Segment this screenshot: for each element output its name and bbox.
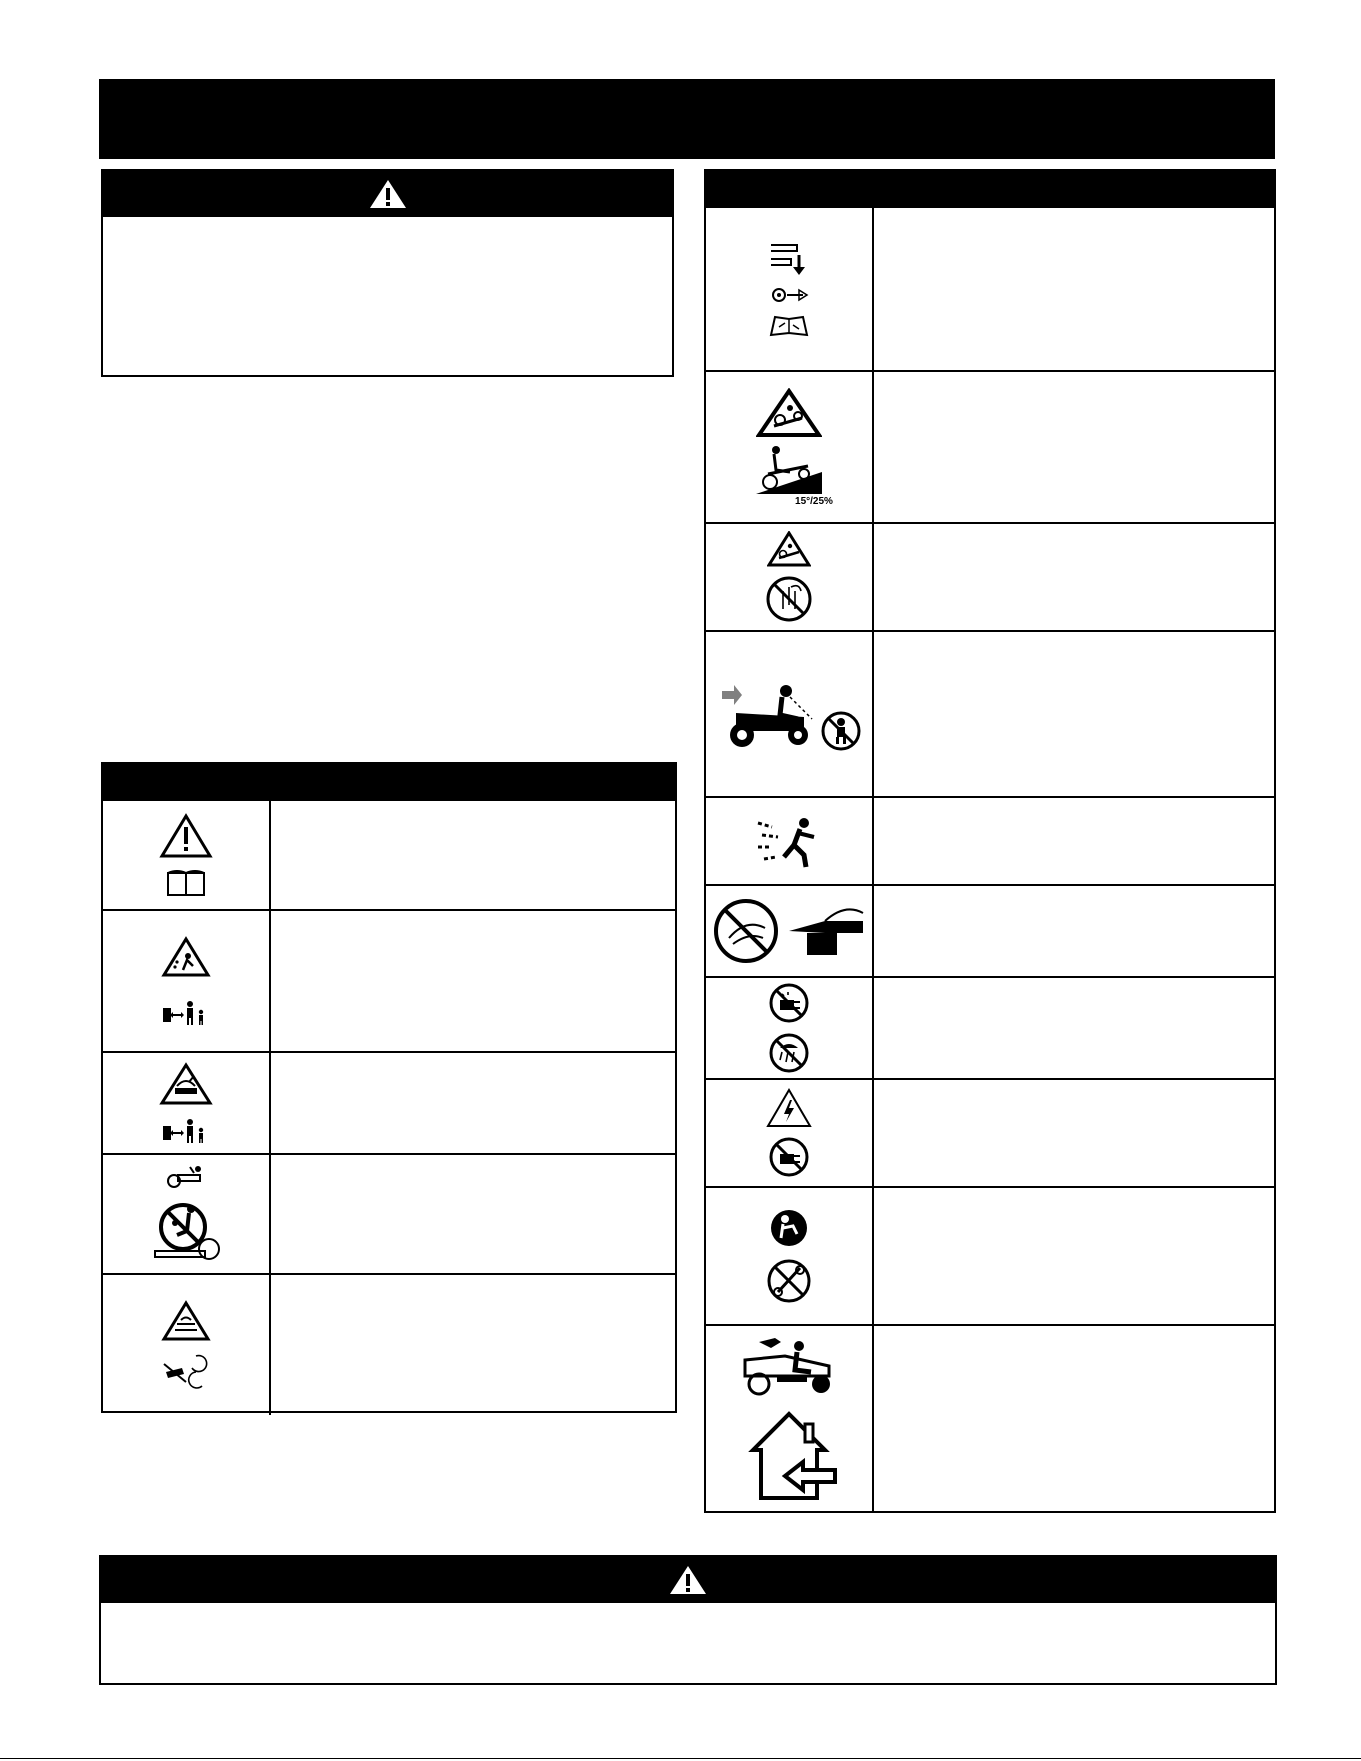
warning-box [101,169,674,377]
no-turning-slope-icon [765,575,813,623]
icon-cell [706,372,874,522]
no-passengers-icon [151,1195,221,1265]
table-row [706,976,1274,1078]
icon-cell [103,1155,271,1273]
icon-cell [103,801,271,909]
slope-tractor-icon [754,444,824,496]
tipping-warning-icon [767,531,811,567]
row-text [874,372,1274,522]
icon-cell [706,1080,874,1186]
no-battery-spark-icon [768,982,810,1024]
table-row [103,909,675,1051]
icon-cell [706,632,874,796]
rotating-parts-icon [162,1352,210,1390]
footer-rule [0,1758,1361,1759]
row-text [271,801,675,909]
icon-cell [103,1275,271,1415]
row-text [271,1155,675,1273]
page-title-banner [99,79,1275,159]
key-remove-icon [769,285,809,305]
right-table-header [704,169,1276,207]
thrown-debris-person-icon [754,813,824,869]
table-row [706,1078,1274,1186]
blade-cut-warning-icon [159,1062,213,1106]
no-battery-spark-icon [768,1136,810,1178]
table-row [103,801,675,909]
table-row [706,1186,1274,1324]
row-text [874,886,1274,976]
row-text [874,798,1274,884]
table-row [103,1273,675,1415]
no-deck-removal-icon [713,898,779,964]
right-symbol-table [704,206,1276,1513]
warning-triangle-icon [159,813,213,859]
rotating-blade-warning-icon [161,1300,211,1342]
table-row [706,1324,1274,1511]
icon-cell [706,886,874,976]
garage-storage-icon [739,1410,839,1502]
warning-triangle-icon [668,1564,708,1596]
icon-cell [706,208,874,370]
icon-cell [706,1326,874,1511]
disengage-icon [769,239,809,277]
rider-tractor-icon [164,1163,208,1189]
row-text [874,1080,1274,1186]
row-text [874,978,1274,1078]
no-tools-icon [766,1258,812,1304]
table-row [706,208,1274,370]
icon-cell [706,1188,874,1324]
tipping-warning-icon [756,388,822,438]
read-manual-icon [767,313,811,339]
no-rain-icon [768,1032,810,1074]
tractor-reverse-look-icon [716,679,816,749]
row-text [874,1188,1274,1324]
row-text [874,524,1274,630]
icon-cell [706,978,874,1078]
icon-cell [103,911,271,1051]
mechanic-service-icon [769,1208,809,1248]
no-child-icon [820,710,862,752]
manual-book-icon [166,869,206,897]
icon-cell [706,524,874,630]
keep-bystanders-away-icon [162,1118,210,1144]
table-row [103,1051,675,1153]
keep-bystanders-away-icon [162,1000,210,1026]
slope-label: 15°/25% [795,495,833,507]
table-row [706,522,1274,630]
table-row [706,884,1274,976]
row-text [271,911,675,1051]
table-row [706,630,1274,796]
tractor-storage-icon [741,1336,837,1396]
icon-cell [706,798,874,884]
left-table-header [101,762,677,800]
row-text [874,632,1274,796]
mower-deck-icon [785,903,865,959]
row-text [271,1053,675,1153]
table-row [706,370,1274,522]
electric-shock-warning-icon [766,1088,812,1128]
thrown-object-warning-icon [161,936,211,978]
icon-cell [103,1053,271,1153]
left-symbol-table [101,799,677,1413]
warning-body [115,227,660,365]
row-text [271,1275,675,1415]
warning-header [103,171,672,217]
table-row [706,796,1274,884]
row-text [874,1326,1274,1511]
warning-triangle-icon [368,178,408,210]
bottom-warning-body [115,1613,1261,1673]
table-row [103,1153,675,1273]
bottom-warning-box [99,1555,1277,1685]
row-text [874,208,1274,370]
bottom-warning-header [101,1557,1275,1603]
